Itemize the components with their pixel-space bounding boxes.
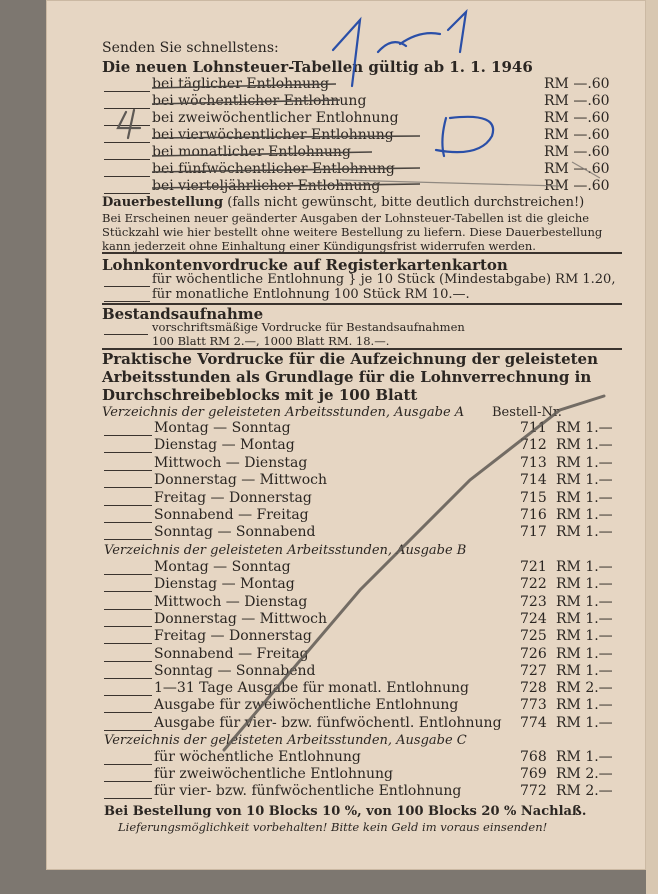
- ausgabeB-item-label: Dienstag — Montag: [154, 576, 295, 593]
- section-title-bestand: Bestandsaufnahme: [102, 305, 264, 323]
- dauer-line-2: Stückzahl wie hier bestellt ohne weitere Bestellung zu liefern. Diese Dauerbestellung: [102, 225, 603, 239]
- section-title-lohnsteuer: Die neuen Lohnsteuer-Tabellen gültig ab 1. 1. 1946: [102, 58, 533, 76]
- tabelle-item-label: bei fünfwöchentlicher Entlohnung: [152, 161, 395, 177]
- ausgabeB-item-label: Ausgabe für zweiwöchentliche Entlohnung: [154, 697, 459, 714]
- dauer-line-1: Bei Erscheinen neuer geänderter Ausgaben der Lohnsteuer-Tabellen ist die gleiche: [102, 211, 590, 225]
- tabelle-item-label: bei vierwöchentlicher Entlohnung: [152, 127, 394, 143]
- item-price: RM 1.—: [556, 697, 613, 714]
- bestell-nr: 724: [520, 610, 547, 627]
- ausgabeA-item-label: Sonnabend — Freitag: [154, 507, 309, 523]
- item-price: RM 1.—: [556, 524, 613, 541]
- tabelle-price: RM —.60: [544, 127, 610, 143]
- bestell-nr: 715: [520, 489, 547, 506]
- praktisch-line-1: Praktische Vordrucke für die Aufzeichnung der geleisteten: [102, 350, 599, 368]
- bestell-nr: 723: [520, 593, 547, 610]
- tabelle-price: RM —.60: [544, 161, 610, 177]
- ausgabeA-item-label: Freitag — Donnerstag: [154, 489, 312, 506]
- item-price: RM 1.—: [556, 714, 613, 731]
- bestell-nr: 727: [520, 662, 547, 679]
- bestell-nr: 768: [520, 749, 547, 765]
- pencil-slash: [224, 396, 604, 750]
- bestell-nr: 769: [520, 766, 547, 782]
- pencil-mark-4: [118, 110, 140, 138]
- ausgabeB-item-label: Donnerstag — Mittwoch: [154, 610, 328, 627]
- bestell-nr: 774: [520, 714, 547, 731]
- item-price: RM 1.—: [556, 576, 613, 593]
- dauerbestellung-note: (falls nicht gewünscht, bitte deutlich durchstreichen!): [223, 195, 585, 210]
- praktisch-line-3: Durchschreibeblocks mit je 100 Blatt: [102, 386, 418, 404]
- tabelle-price: RM —.60: [544, 144, 610, 160]
- bestell-nr: 717: [520, 524, 547, 541]
- pen-mark-d: [436, 117, 493, 156]
- item-price: RM 1.—: [556, 559, 613, 575]
- bestell-nr: 722: [520, 576, 547, 593]
- section-title-lohnkonten: Lohnkontenvordrucke auf Registerkartenkarton: [102, 256, 508, 274]
- footer-notice: Lieferungsmöglichkeit vorbehalten! Bitte kein Geld im voraus einsenden!: [118, 820, 548, 834]
- item-price: RM 1.—: [556, 628, 613, 645]
- item-price: RM 1.—: [556, 437, 613, 454]
- tabelle-item-label: bei täglicher Entlohnung: [152, 76, 330, 92]
- ausgabeC-item-label: für zweiwöchentliche Entlohnung: [154, 766, 394, 782]
- item-price: RM 1.—: [556, 645, 613, 662]
- item-price: RM 1.—: [556, 420, 613, 436]
- pen-mark-top: [333, 12, 466, 86]
- dauer-line-3: kann jederzeit ohne Einhaltung einer Kündigungsfrist widerrufen werden.: [102, 239, 536, 253]
- bestell-nr: 712: [520, 437, 547, 454]
- ausgabeA-item-label: Dienstag — Montag: [154, 437, 295, 454]
- bestell-nr: 773: [520, 697, 547, 714]
- bestell-nr: 772: [520, 783, 547, 799]
- bestell-nr-label: Bestell-Nr.: [492, 405, 562, 420]
- ausgabe-b-heading: Verzeichnis der geleisteten Arbeitsstunden, Ausgabe B: [104, 543, 467, 558]
- bestell-nr: 711: [520, 420, 547, 436]
- pencil-marks-top: [340, 162, 600, 186]
- item-price: RM 1.—: [556, 749, 613, 765]
- lohnkonten-item-2: für monatliche Entlohnung 100 Stück RM 10.—.: [152, 287, 470, 302]
- ausgabeB-item-label: 1—31 Tage Ausgabe für monatl. Entlohnung: [154, 680, 469, 697]
- tabelle-item-label: bei monatlicher Entlohnung: [152, 144, 351, 160]
- ausgabeB-item-label: Mittwoch — Dienstag: [154, 593, 308, 610]
- ausgabeA-item-label: Donnerstag — Mittwoch: [154, 472, 328, 489]
- bestell-nr: 728: [520, 680, 547, 697]
- footer-discount: Bei Bestellung von 10 Blocks 10 %, von 100 Blocks 20 % Nachlaß.: [104, 804, 587, 819]
- ausgabeB-item-label: Montag — Sonntag: [154, 559, 291, 575]
- bestell-nr: 713: [520, 454, 547, 471]
- bestand-line-1: vorschriftsmäßige Vordrucke für Bestandsaufnahmen: [152, 320, 465, 334]
- item-price: RM 1.—: [556, 472, 613, 489]
- praktisch-line-2: Arbeitsstunden als Grundlage für die Lohnverrechnung in: [102, 368, 592, 386]
- bestell-nr: 714: [520, 472, 547, 489]
- bestand-line-2: 100 Blatt RM 2.—, 1000 Blatt RM. 18.—.: [152, 334, 390, 348]
- item-price: RM 1.—: [556, 593, 613, 610]
- tabelle-item-label: bei vierteljährlicher Entlohnung: [152, 178, 381, 194]
- intro-text: Senden Sie schnellstens:: [102, 40, 279, 56]
- tabelle-item-label: bei zweiwöchentlicher Entlohnung: [152, 110, 399, 126]
- tabelle-item-label: bei wöchentlicher Entlohnung: [152, 93, 367, 109]
- ausgabeB-item-label: Sonnabend — Freitag: [154, 645, 309, 662]
- bestell-nr: 716: [520, 507, 547, 523]
- ausgabeA-item-label: Montag — Sonntag: [154, 420, 291, 436]
- item-price: RM 1.—: [556, 489, 613, 506]
- item-price: RM 2.—: [556, 783, 613, 799]
- ausgabeB-item-label: Sonntag — Sonnabend: [154, 662, 316, 679]
- item-price: RM 1.—: [556, 610, 613, 627]
- strikethroughs: [152, 84, 420, 188]
- ausgabe-a-heading: Verzeichnis der geleisteten Arbeitsstunden, Ausgabe A: [102, 405, 465, 420]
- item-price: RM 1.—: [556, 454, 613, 471]
- bestell-nr: 721: [520, 559, 547, 575]
- tabelle-price: RM —.60: [544, 76, 610, 92]
- dauerbestellung-label: Dauerbestellung: [102, 195, 224, 210]
- tabelle-price: RM —.60: [544, 93, 610, 109]
- item-price: RM 2.—: [556, 680, 613, 697]
- ausgabeA-item-label: Sonntag — Sonnabend: [154, 524, 316, 541]
- bestell-nr: 725: [520, 628, 547, 645]
- tabelle-price: RM —.60: [544, 178, 610, 194]
- ausgabeB-item-label: Freitag — Donnerstag: [154, 628, 312, 645]
- item-price: RM 2.—: [556, 766, 613, 782]
- item-price: RM 1.—: [556, 662, 613, 679]
- tabelle-price: RM —.60: [544, 110, 610, 126]
- ausgabeB-item-label: Ausgabe für vier- bzw. fünfwöchentl. Entlohnung: [154, 714, 502, 731]
- ausgabeC-item-label: für vier- bzw. fünfwöchentliche Entlohnung: [154, 783, 462, 799]
- ausgabeC-item-label: für wöchentliche Entlohnung: [154, 749, 361, 765]
- ausgabeA-item-label: Mittwoch — Dienstag: [154, 454, 308, 471]
- bestell-nr: 726: [520, 645, 547, 662]
- ausgabe-c-heading: Verzeichnis der geleisteten Arbeitsstunden, Ausgabe C: [104, 733, 467, 748]
- item-price: RM 1.—: [556, 507, 613, 523]
- lohnkonten-item-1: für wöchentliche Entlohnung } je 10 Stück (Mindestabgabe) RM 1.20,: [152, 272, 616, 287]
